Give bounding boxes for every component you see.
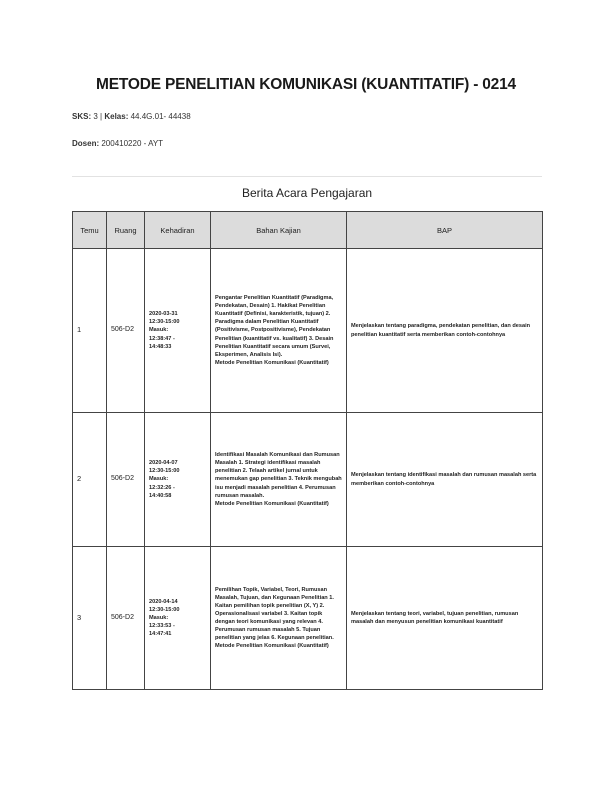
table-header-row (73, 212, 543, 249)
cell-ruang: 506-D2 (107, 249, 145, 413)
kehadiran-masuk-label: Masuk: (149, 476, 169, 483)
cell-temu: 2 (73, 413, 107, 547)
cell-bap: Menjelaskan tentang teori, variabel, tujuan penelitian, rumusan masalah dan menyusun penelitian komunikasi kuantitatif (347, 547, 543, 690)
kehadiran-keluar: 14:47:41 (149, 631, 172, 638)
bahan-kajian-sub: Metode Penelitian Komunikasi (Kuantitatif) (215, 359, 329, 366)
kehadiran-masuk: 12:38:47 - (149, 335, 175, 342)
dosen-label: Dosen: (72, 139, 100, 148)
header-ruang: Ruang (107, 212, 145, 249)
kehadiran-keluar: 14:48:33 (149, 343, 172, 350)
divider (72, 176, 542, 177)
header-bahan-kajian: Bahan Kajian (211, 212, 347, 249)
table-row (73, 547, 543, 690)
cell-bahan-kajian (211, 249, 347, 413)
bahan-kajian-text: Identifikasi Masalah Komunikasi dan Rumusan Masalah 1. Strategi identifikasi masalah penelitian 2. Telaah artikel jurnal untuk menemukan gap penelitian 3. Teknik mengubah isu menjadi masalah penelitian 4. Perumusan rumusan masalah. (215, 452, 342, 499)
table-row (73, 413, 543, 547)
course-title: METODE PENELITIAN KOMUNIKASI (KUANTITATIF) - 0214 (96, 76, 516, 93)
sks-value: 3 (93, 112, 98, 121)
bahan-kajian-sub: Metode Penelitian Komunikasi (Kuantitatif) (215, 500, 329, 507)
kehadiran-masuk-label: Masuk: (149, 614, 169, 621)
header-bap: BAP (347, 212, 543, 249)
cell-kehadiran (145, 249, 211, 413)
cell-ruang: 506-D2 (107, 547, 145, 690)
kehadiran-date: 2020-03-31 (149, 311, 178, 318)
cell-temu: 3 (73, 547, 107, 690)
kehadiran-time: 12:30-15:00 (149, 468, 180, 475)
kehadiran-date: 2020-04-07 (149, 460, 178, 467)
lecturer-info (72, 139, 163, 148)
kelas-value: 44.4G.01- 44438 (130, 112, 191, 121)
cell-kehadiran (145, 547, 211, 690)
sks-label: SKS: (72, 112, 92, 121)
bahan-kajian-text: Pengantar Penelitian Kuantitatif (Paradigma, Pendekatan, Desain) 1. Hakikat Penelitian Kuantitatif (Definisi, karakteristik, tujuan) 2. Paradigma dalam Penelitian Kuantitatif (Positivisme, Postpositivisme), Pendekatan Penelitian (kuantitatif vs. kualitatif) 3. Desain Penelitian Kuantitatif secara umum (Survei, Eksperimen, Analisis Isi). (215, 295, 334, 358)
course-info (72, 112, 191, 121)
kelas-label: Kelas: (104, 112, 129, 121)
bap-table (72, 211, 543, 690)
kehadiran-masuk: 12:33:53 - (149, 623, 175, 630)
cell-kehadiran (145, 413, 211, 547)
cell-temu: 1 (73, 249, 107, 413)
cell-bap: Menjelaskan tentang identifikasi masalah dan rumusan masalah serta memberikan contoh-contohnya (347, 413, 543, 547)
info-separator: | (100, 112, 103, 121)
bahan-kajian-sub: Metode Penelitian Komunikasi (Kuantitatif) (215, 643, 329, 650)
table-row (73, 249, 543, 413)
cell-ruang: 506-D2 (107, 413, 145, 547)
section-title: Berita Acara Pengajaran (241, 186, 373, 200)
dosen-value: 200410220 - AYT (101, 139, 164, 148)
cell-bahan-kajian (211, 547, 347, 690)
cell-bahan-kajian (211, 413, 347, 547)
bahan-kajian-text: Pemilihan Topik, Variabel, Teori, Rumusan Masalah, Tujuan, dan Kegunaan Penelitian 1. Kaitan pemilihan topik penelitian (X, Y) 2. Operasionalisasi variabel 3. Kaitan topik dengan teori komunikasi yang relevan 4. Perumusan rumusan masalah 5. Tujuan penelitian yang jelas 6. Kegunaan penelitian. (215, 586, 334, 642)
kehadiran-time: 12:30-15:00 (149, 606, 180, 613)
kehadiran-masuk-label: Masuk: (149, 327, 169, 334)
header-kehadiran: Kehadiran (145, 212, 211, 249)
kehadiran-time: 12:30-15:00 (149, 319, 180, 326)
header-temu: Temu (73, 212, 107, 249)
cell-bap: Menjelaskan tentang paradigma, pendekatan penelitian, dan desain penelitian kuantitatif serta memberikan contoh-contohnya (347, 249, 543, 413)
kehadiran-keluar: 14:40:58 (149, 492, 172, 499)
kehadiran-masuk: 12:32:26 - (149, 484, 175, 491)
kehadiran-date: 2020-04-14 (149, 598, 178, 605)
